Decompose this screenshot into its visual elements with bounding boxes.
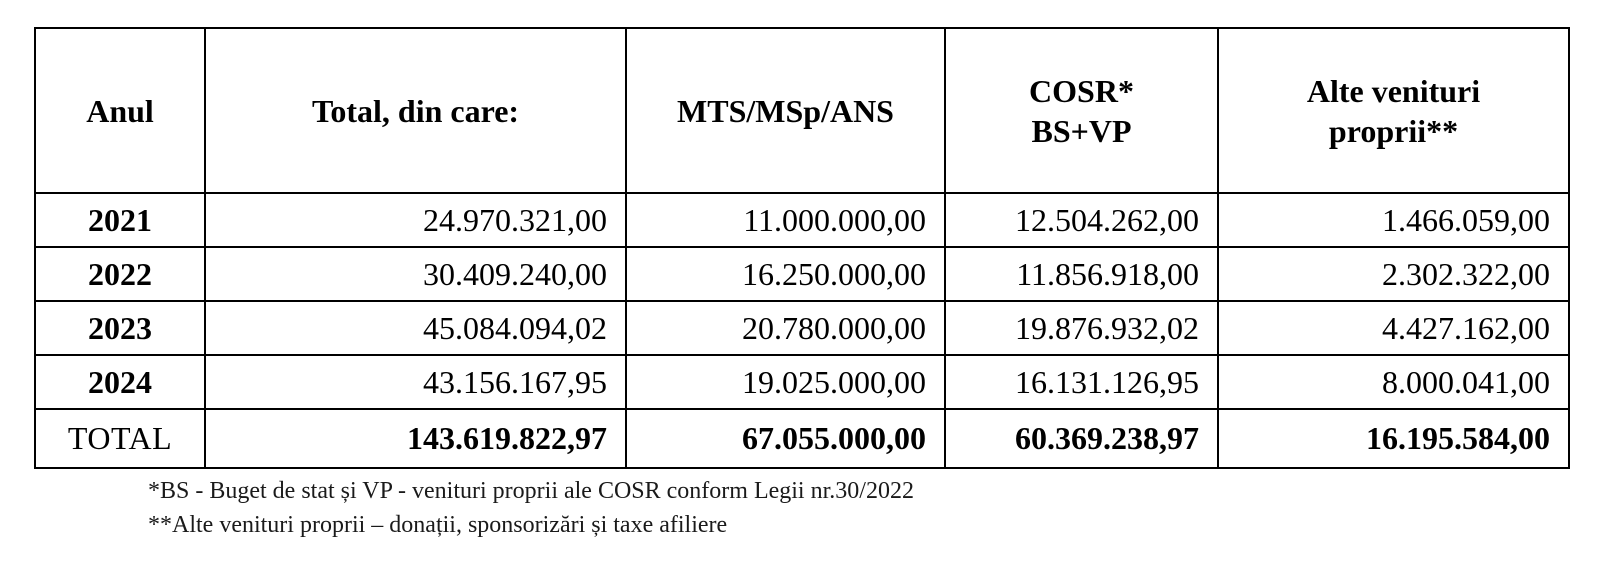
row-mts: 16.250.000,00	[626, 247, 945, 301]
header-year: Anul	[35, 28, 205, 193]
row-cosr: 12.504.262,00	[945, 193, 1218, 247]
row-year: 2024	[35, 355, 205, 409]
total-other: 16.195.584,00	[1218, 409, 1569, 468]
table-row	[35, 247, 1569, 301]
row-year: 2022	[35, 247, 205, 301]
row-mts: 11.000.000,00	[626, 193, 945, 247]
total-mts: 67.055.000,00	[626, 409, 945, 468]
footnote-other-income: **Alte venituri proprii – donații, sponsorizări și taxe afiliere	[148, 512, 728, 538]
total-total: 143.619.822,97	[205, 409, 626, 468]
budget-table-container	[34, 27, 1570, 469]
table-row	[35, 355, 1569, 409]
row-other: 2.302.322,00	[1218, 247, 1569, 301]
row-mts: 20.780.000,00	[626, 301, 945, 355]
header-total: Total, din care:	[205, 28, 626, 193]
row-mts: 19.025.000,00	[626, 355, 945, 409]
row-other: 8.000.041,00	[1218, 355, 1569, 409]
budget-table	[34, 27, 1570, 469]
row-other: 1.466.059,00	[1218, 193, 1569, 247]
row-total: 45.084.094,02	[205, 301, 626, 355]
header-other-line1: Alte venituri	[1306, 72, 1481, 109]
header-other-line2: proprii**	[1328, 112, 1459, 149]
total-label: TOTAL	[35, 409, 205, 468]
row-year: 2021	[35, 193, 205, 247]
total-cosr: 60.369.238,97	[945, 409, 1218, 468]
row-cosr: 11.856.918,00	[945, 247, 1218, 301]
table-row	[35, 301, 1569, 355]
header-other	[1218, 28, 1569, 193]
row-cosr: 19.876.932,02	[945, 301, 1218, 355]
row-total: 30.409.240,00	[205, 247, 626, 301]
header-cosr-line2: BS+VP	[1031, 112, 1132, 149]
row-year: 2023	[35, 301, 205, 355]
total-row	[35, 409, 1569, 468]
row-total: 43.156.167,95	[205, 355, 626, 409]
header-row	[35, 28, 1569, 193]
header-cosr-line1: COSR*	[1029, 72, 1134, 109]
footnotes	[148, 474, 914, 542]
row-other: 4.427.162,00	[1218, 301, 1569, 355]
header-cosr	[945, 28, 1218, 193]
header-mts: MTS/MSp/ANS	[626, 28, 945, 193]
table-row	[35, 193, 1569, 247]
row-total: 24.970.321,00	[205, 193, 626, 247]
footnote-bs-vp: *BS - Buget de stat și VP - venituri proprii ale COSR conform Legii nr.30/2022	[148, 478, 914, 504]
row-cosr: 16.131.126,95	[945, 355, 1218, 409]
